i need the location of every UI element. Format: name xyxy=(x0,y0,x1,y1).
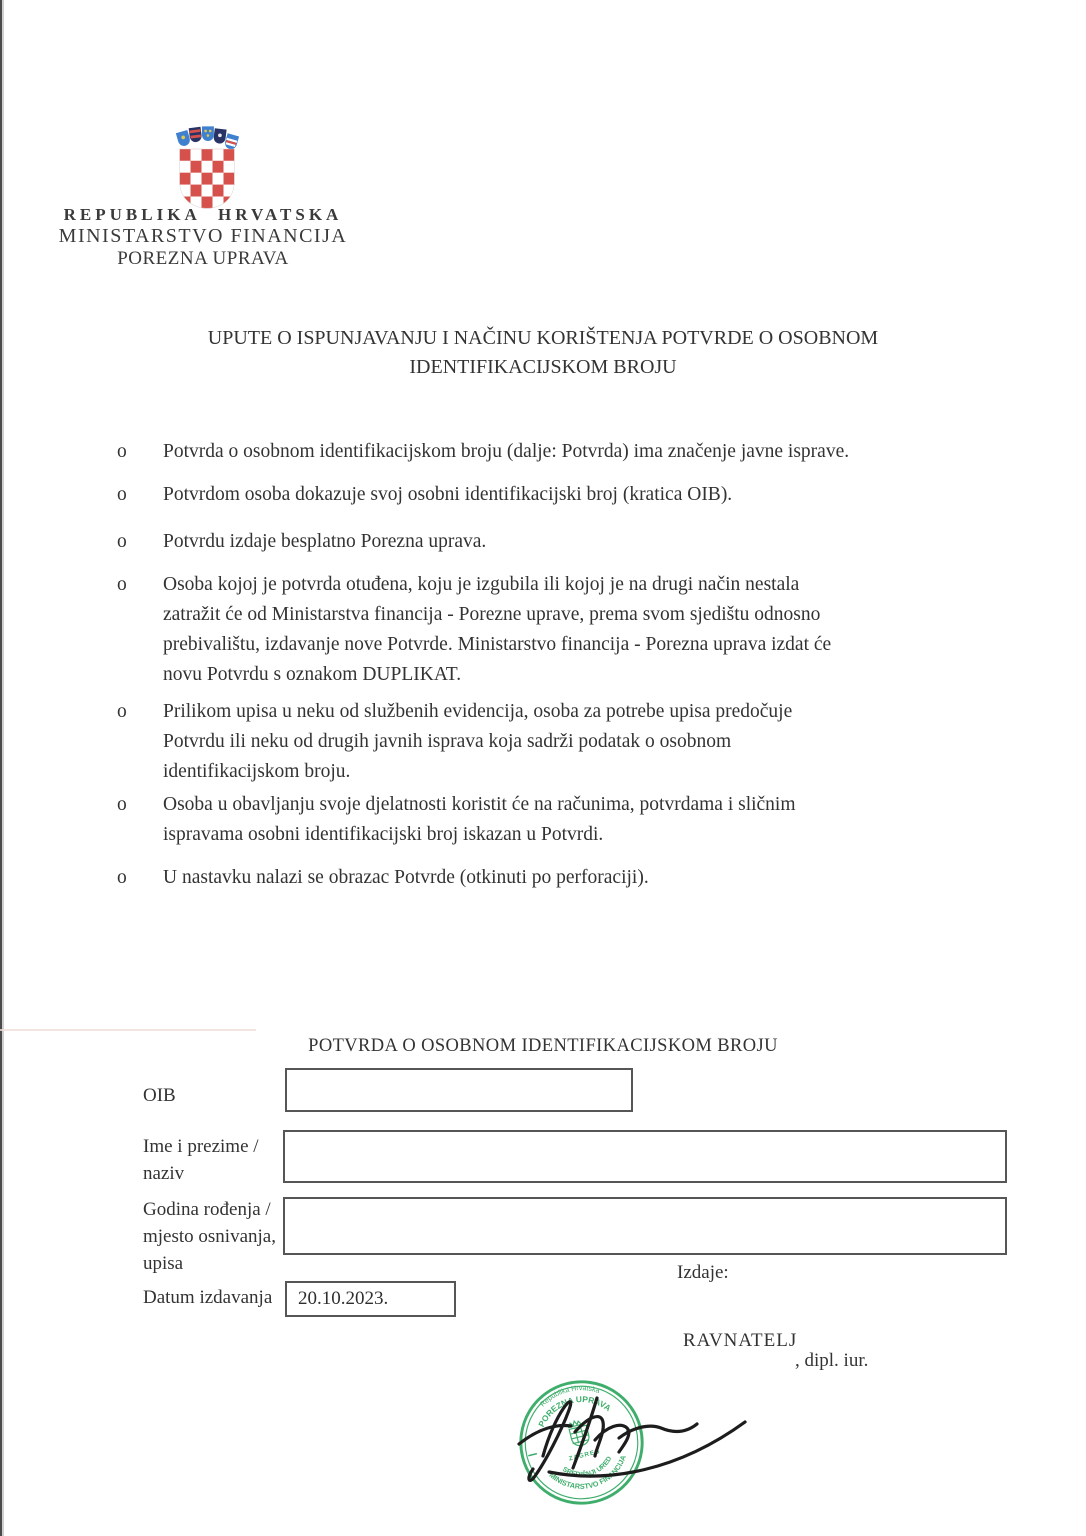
stamp-arc-ministarstvo-financija: MINISTARSTVO FINANCIJA xyxy=(547,1453,628,1491)
bullet-marker: o xyxy=(117,867,127,888)
header-country: REPUBLIKA HRVATSKA xyxy=(63,205,343,224)
instructions-bullet-list xyxy=(117,437,857,893)
bullet-marker: o xyxy=(117,531,127,552)
header-department: POREZNA UPRAVA xyxy=(117,248,289,269)
bullet-item xyxy=(117,527,857,557)
instructions-title-line1: UPUTE O ISPUNJAVANJU I NAČINU KORIŠTENJA POTVRDE O OSOBNOM xyxy=(207,327,879,349)
birth-label xyxy=(143,1196,276,1277)
issue-date-input-box[interactable] xyxy=(285,1281,456,1317)
bullet-text: Potvrda o osobnom identifikacijskom broju (dalje: Potvrda) ima značenje javne isprave. xyxy=(163,441,850,462)
oib-input-box[interactable] xyxy=(285,1068,633,1112)
bullet-text: Potvrdu izdaje besplatno Porezna uprava. xyxy=(163,531,487,552)
bullet-text: Potvrdom osoba dokazuje svoj osobni identifikacijski broj (kratica OIB). xyxy=(163,484,733,505)
signature xyxy=(505,1378,757,1496)
bullet-marker: o xyxy=(117,701,127,722)
name-label-line1: Ime i prezime / xyxy=(143,1136,259,1157)
bullet-text: Osoba kojoj je potvrda otuđena, koju je izgubila ili kojoj je na drugi način nestala zatražit će od Ministarstva financija - Porezne uprave, prema svom sjedištu odnosno prebivalištu, izdavanje nove Potvrde. Ministarstvo financija - Porezna uprava izdat će novu Potvrdu s oznakom DUPLIKAT. xyxy=(163,574,832,685)
bullet-marker: o xyxy=(117,441,127,462)
name-label xyxy=(143,1133,259,1187)
header-ministry: MINISTARSTVO FINANCIJA xyxy=(58,225,348,247)
bullet-item xyxy=(117,437,857,467)
instructions-title-line2: IDENTIFIKACIJSKOM BROJU xyxy=(409,356,677,378)
birth-label-line2: mjesto osnivanja, xyxy=(143,1226,276,1247)
bullet-text: U nastavku nalazi se obrazac Potvrde (otkinuti po perforaciji). xyxy=(163,867,649,888)
issuer-label: Izdaje: xyxy=(677,1262,729,1283)
bullet-marker: o xyxy=(117,484,127,505)
bullet-marker: o xyxy=(117,574,127,595)
bullet-item xyxy=(117,863,857,893)
form-title: POTVRDA O OSOBNOM IDENTIFIKACIJSKOM BROJU xyxy=(308,1036,778,1056)
perforation-line xyxy=(0,1029,256,1031)
bullet-item xyxy=(117,697,857,787)
stamp-center-zagreb: ZAGREB xyxy=(568,1447,602,1463)
issue-date-value: 20.10.2023. xyxy=(298,1288,389,1309)
birth-label-line3: upisa xyxy=(143,1253,184,1274)
stamp-arc-sredisnji-ured: SREDIŠNJI URED xyxy=(561,1455,614,1479)
birth-label-line1: Godina rođenja / xyxy=(143,1199,271,1220)
bullet-item xyxy=(117,570,857,690)
letterhead xyxy=(23,206,383,268)
director-suffix: , dipl. iur. xyxy=(795,1350,869,1371)
name-label-line2: naziv xyxy=(143,1163,185,1184)
bullet-text: Osoba u obavljanju svoje djelatnosti koristit će na računima, potvrdama i sličnim ispravama osobni identifikacijski broj iskazan u Potvrdi. xyxy=(163,794,796,845)
bullet-item xyxy=(117,480,857,510)
bullet-marker: o xyxy=(117,794,127,815)
instructions-title xyxy=(0,324,1086,382)
bullet-item xyxy=(117,790,857,850)
scan-edge-artifact-light xyxy=(2,0,4,1536)
oib-label: OIB xyxy=(143,1085,176,1106)
director-title: RAVNATELJ xyxy=(683,1330,798,1351)
stamp-arc-republika-hrvatska: Republika Hrvatska xyxy=(539,1385,601,1409)
issue-date-label: Datum izdavanja xyxy=(143,1287,273,1308)
stamp-arc-porezna-uprava: POREZNA UPRAVA xyxy=(536,1393,613,1429)
name-input-box[interactable] xyxy=(283,1130,1007,1183)
croatian-coat-of-arms-icon xyxy=(163,125,251,213)
bullet-text: Prilikom upisa u neku od službenih evidencija, osoba za potrebe upisa predočuje Potvrdu ili neku od drugih javnih isprava koja sadrži podatak o osobnom identifikacijskom broju. xyxy=(163,701,793,782)
birth-input-box[interactable] xyxy=(283,1197,1007,1255)
